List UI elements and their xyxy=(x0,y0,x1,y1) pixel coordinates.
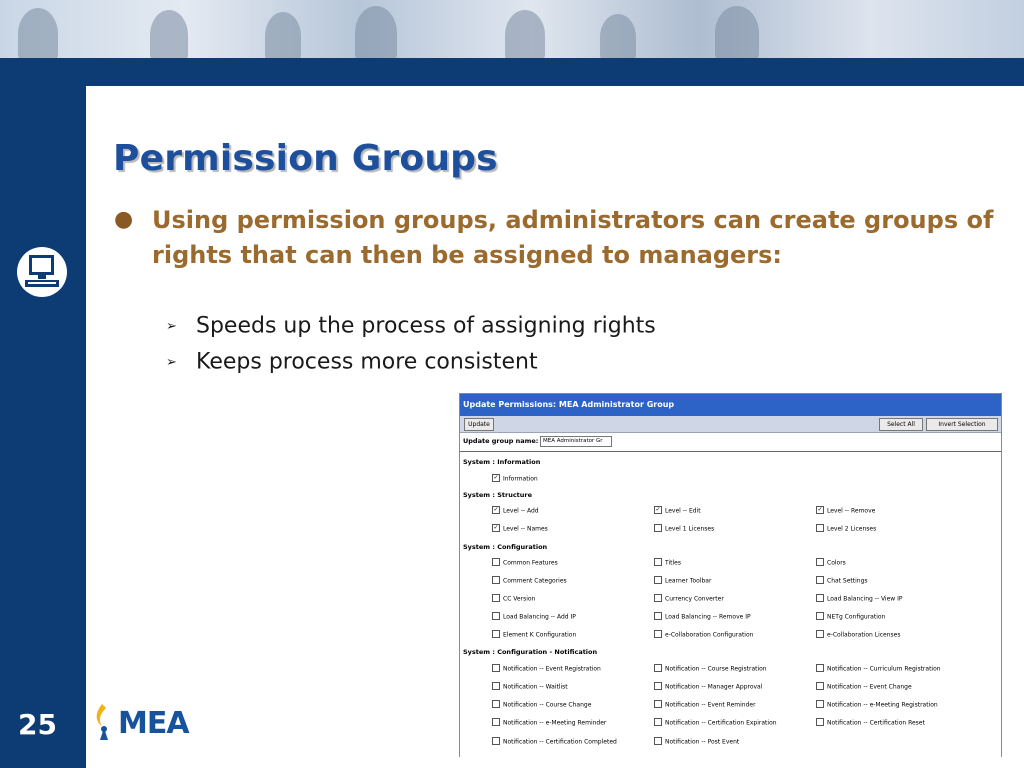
permission-item[interactable]: Colors xyxy=(816,559,846,567)
permission-item[interactable]: Notification -- e-Meeting Reminder xyxy=(492,719,606,727)
permission-item[interactable]: Element K Configuration xyxy=(492,631,576,639)
checkbox[interactable] xyxy=(492,718,500,726)
permission-item[interactable]: Notification -- Certification Completed xyxy=(492,738,617,746)
checkbox[interactable] xyxy=(816,524,824,532)
permission-item[interactable]: Notification -- Course Change xyxy=(492,701,591,709)
checkbox[interactable] xyxy=(654,524,662,532)
sub-bullet: ➢ Keeps process more consistent xyxy=(166,349,538,375)
checkbox[interactable] xyxy=(816,594,824,602)
header-band xyxy=(0,58,1024,86)
permission-item[interactable]: Notification -- Waitlist xyxy=(492,683,568,691)
bullet-dot-icon: ● xyxy=(114,207,134,232)
permission-item[interactable]: Notification -- Course Registration xyxy=(654,665,767,673)
main-bullet: Using permission groups, administrators can create groups of rights that can then be assigned to managers: xyxy=(152,206,994,269)
permission-item[interactable]: Titles xyxy=(654,559,681,567)
permission-item[interactable]: Notification -- Manager Approval xyxy=(654,683,762,691)
checkbox[interactable]: ✓ xyxy=(493,506,499,513)
screenshot-toolbar xyxy=(460,416,1001,433)
checkbox[interactable] xyxy=(654,664,662,672)
permission-item[interactable]: Load Balancing -- View IP xyxy=(816,595,903,603)
checkbox[interactable]: ✓ xyxy=(493,524,499,531)
checkbox[interactable] xyxy=(492,558,500,566)
permission-item[interactable]: ✓ Level -- Edit xyxy=(655,506,701,515)
person-photo xyxy=(505,10,545,60)
checkbox[interactable] xyxy=(654,630,662,638)
checkbox[interactable] xyxy=(654,682,662,690)
checkbox[interactable] xyxy=(816,612,824,620)
permission-item[interactable]: Learner Toolbar xyxy=(654,577,711,585)
checkbox[interactable] xyxy=(816,682,824,690)
permission-item[interactable]: Load Balancing -- Add IP xyxy=(492,613,576,621)
checkbox[interactable] xyxy=(816,718,824,726)
permission-item[interactable]: Notification -- Curriculum Registration xyxy=(816,665,941,673)
person-photo xyxy=(600,14,636,60)
section-heading: System : Configuration - Notification xyxy=(463,648,598,656)
permission-item[interactable]: Currency Converter xyxy=(654,595,724,603)
permission-item[interactable]: Notification -- e-Meeting Registration xyxy=(816,701,938,709)
permission-item[interactable]: Notification -- Certification Reset xyxy=(816,719,925,727)
invert-selection-button[interactable]: Invert Selection xyxy=(926,418,998,431)
section-heading: System : Information xyxy=(463,458,541,466)
permission-item[interactable]: Common Features xyxy=(492,559,558,567)
left-sidebar xyxy=(0,58,86,768)
permission-item[interactable]: e-Collaboration Configuration xyxy=(654,631,753,639)
checkbox[interactable] xyxy=(654,737,662,745)
permission-item[interactable]: NETg Configuration xyxy=(816,613,885,621)
checkbox[interactable] xyxy=(816,576,824,584)
checkbox[interactable]: ✓ xyxy=(655,506,661,513)
permission-item[interactable]: Notification -- Certification Expiration xyxy=(654,719,777,727)
section-heading: System : Configuration xyxy=(463,543,548,551)
checkbox[interactable] xyxy=(816,630,824,638)
section-heading: System : Structure xyxy=(463,491,533,499)
checkbox[interactable]: ✓ xyxy=(817,506,823,513)
screenshot-header: Update Permissions: MEA Administrator Group xyxy=(460,394,1001,416)
update-button[interactable]: Update xyxy=(464,418,494,431)
checkbox[interactable] xyxy=(654,558,662,566)
computer-icon xyxy=(16,246,68,298)
person-photo xyxy=(18,8,58,60)
checkbox[interactable] xyxy=(654,612,662,620)
slide-number: 25 xyxy=(18,708,57,741)
checkbox[interactable] xyxy=(816,664,824,672)
permission-item[interactable]: ✓ Level -- Names xyxy=(493,524,548,533)
group-name-row xyxy=(460,433,1001,452)
permission-item[interactable]: e-Collaboration Licenses xyxy=(816,631,901,639)
permission-item[interactable]: Notification -- Post Event xyxy=(654,738,739,746)
permission-item[interactable]: Load Balancing -- Remove IP xyxy=(654,613,751,621)
checkbox[interactable] xyxy=(492,612,500,620)
checkbox[interactable] xyxy=(654,700,662,708)
permission-item[interactable]: Notification -- Event Registration xyxy=(492,665,601,673)
permissions-screenshot xyxy=(459,393,1002,757)
permission-item[interactable]: ✓ Level -- Remove xyxy=(817,506,876,515)
slide-title: Permission Groups xyxy=(113,138,498,179)
arrow-bullet-icon: ➢ xyxy=(166,354,177,370)
sub-bullet: ➢ Speeds up the process of assigning rights xyxy=(166,313,656,339)
group-name-input[interactable]: MEA Administrator Gr xyxy=(540,436,612,447)
checkbox[interactable] xyxy=(816,700,824,708)
checkbox[interactable]: ✓ xyxy=(493,474,499,481)
person-photo xyxy=(265,12,301,60)
checkbox[interactable] xyxy=(492,664,500,672)
permission-item[interactable]: Notification -- Event Reminder xyxy=(654,701,756,709)
checkbox[interactable] xyxy=(492,682,500,690)
person-photo xyxy=(150,10,188,60)
logo-text: MEA xyxy=(118,706,189,741)
photo-banner xyxy=(0,0,1024,60)
checkbox[interactable] xyxy=(654,594,662,602)
checkbox[interactable] xyxy=(492,630,500,638)
checkbox[interactable] xyxy=(654,576,662,584)
checkbox[interactable] xyxy=(492,576,500,584)
checkbox[interactable] xyxy=(492,700,500,708)
person-photo xyxy=(715,6,759,60)
permission-item[interactable]: Notification -- Event Change xyxy=(816,683,912,691)
permission-item[interactable]: Level 1 Licenses xyxy=(654,525,714,533)
permission-item[interactable]: ✓ Information xyxy=(493,474,538,483)
checkbox[interactable] xyxy=(816,558,824,566)
person-photo xyxy=(355,6,397,60)
permission-item[interactable]: CC Version xyxy=(492,595,535,603)
group-name-label: Update group name: xyxy=(463,437,539,445)
select-all-button[interactable]: Select All xyxy=(879,418,923,431)
checkbox[interactable] xyxy=(492,594,500,602)
arrow-bullet-icon: ➢ xyxy=(166,318,177,334)
checkbox[interactable] xyxy=(654,718,662,726)
permission-item[interactable]: Chat Settings xyxy=(816,577,868,585)
permission-item[interactable]: ✓ Level -- Add xyxy=(493,506,539,515)
permission-item[interactable]: Comment Categories xyxy=(492,577,567,585)
checkbox[interactable] xyxy=(492,737,500,745)
permission-item[interactable]: Level 2 Licenses xyxy=(816,525,876,533)
